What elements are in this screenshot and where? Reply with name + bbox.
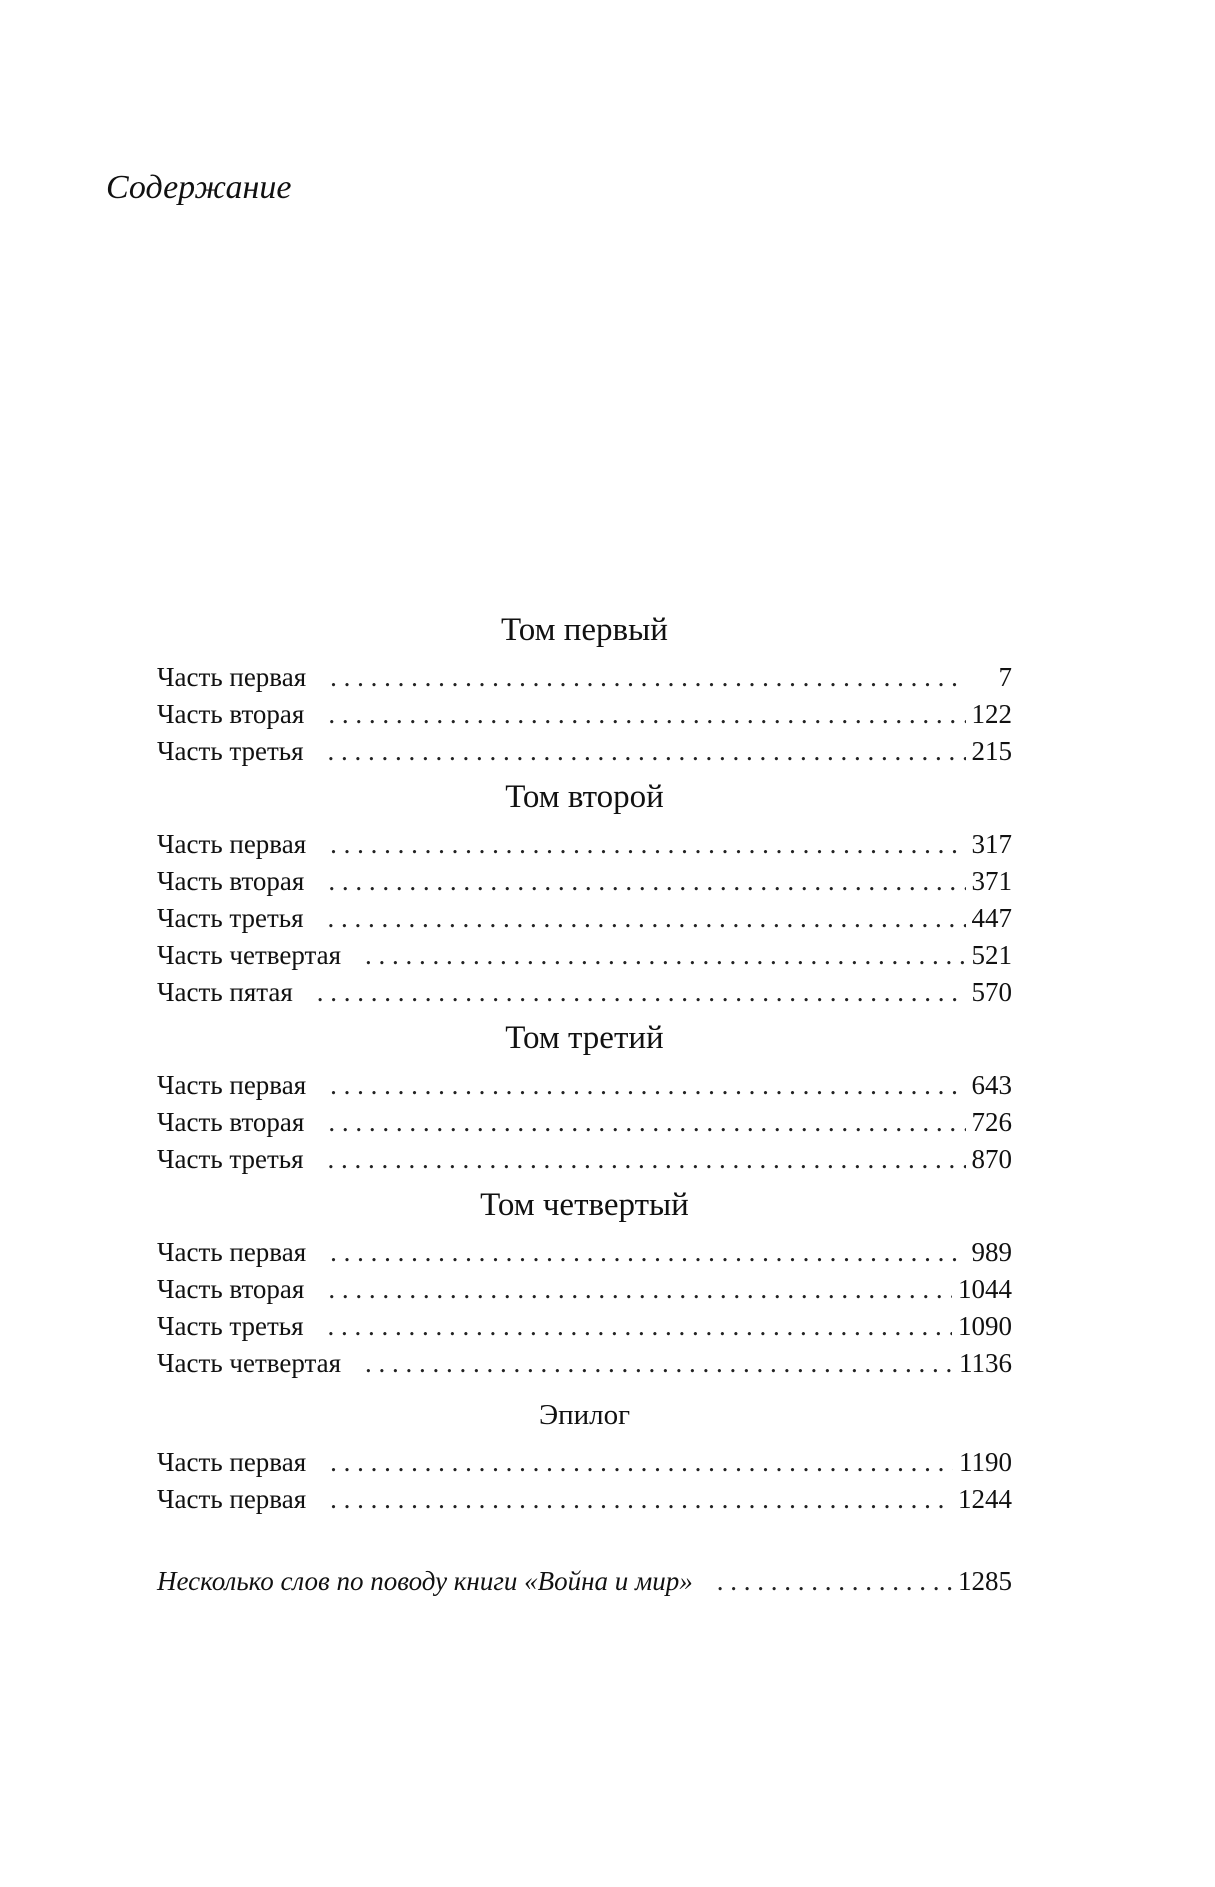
toc-entry-label: Часть третья [157,736,304,766]
toc-entry-afterword[interactable] [157,1563,1012,1600]
toc-entry-page-number: 989 [971,1237,1012,1267]
toc-entry-label: Часть первая [157,1070,307,1100]
toc-entry-page-number: 1136 [959,1348,1012,1378]
toc-entry-label: Часть третья [157,1311,304,1341]
dot-leader [328,696,965,733]
toc-entry-epilogue-part1[interactable] [157,1444,1012,1481]
dot-leader [330,1234,965,1271]
toc-entry-page-number: 726 [971,1107,1012,1137]
volume-1-title: Том первый [501,612,668,648]
toc-entry-label: Часть вторая [157,866,305,896]
toc-entry-v2-part5[interactable] [157,974,1012,1011]
toc-entry-v2-part3[interactable] [157,900,1012,937]
toc-entry-page-number: 1090 [958,1311,1012,1341]
toc-entry-page-number: 1044 [958,1274,1012,1304]
dot-leader [328,1271,952,1308]
toc-entry-label: Несколько слов по поводу книги «Война и мир» [157,1566,693,1596]
toc-entry-page-number: 521 [971,940,1012,970]
dot-leader [328,900,966,937]
toc-entry-page-number: 215 [971,736,1012,766]
dot-leader [330,1067,965,1104]
toc-entry-page-number: 7 [998,662,1012,692]
epilogue-title: Эпилог [538,1399,631,1431]
page-title: Содержание [106,169,292,206]
toc-entry-v4-part2[interactable] [157,1271,1012,1308]
volume-3-title: Том третий [505,1020,664,1056]
toc-entry-v4-part3[interactable] [157,1308,1012,1345]
dot-leader [328,1104,965,1141]
dot-leader [328,863,965,900]
toc-entry-page-number: 1244 [958,1484,1012,1514]
dot-leader [330,1444,953,1481]
toc-entry-page-number: 1190 [959,1447,1012,1477]
toc-entry-label: Часть четвертая [157,1348,341,1378]
volume-4-section [157,1185,1012,1382]
toc-entry-v1-part3[interactable] [157,733,1012,770]
dot-leader [365,937,966,974]
dot-leader [330,1481,952,1518]
toc-entry-v3-part3[interactable] [157,1141,1012,1178]
dot-leader [328,1141,966,1178]
toc-entry-v2-part1[interactable] [157,826,1012,863]
volume-2-section [157,777,1012,1011]
toc-entry-label: Часть вторая [157,1274,305,1304]
toc-entry-page-number: 371 [971,866,1012,896]
toc-entry-page-number: 447 [971,903,1012,933]
dot-leader [328,733,966,770]
dot-leader [330,826,965,863]
toc-entry-epilogue-part2[interactable] [157,1481,1012,1518]
toc-entry-v3-part1[interactable] [157,1067,1012,1104]
toc-entry-v3-part2[interactable] [157,1104,1012,1141]
dot-leader [317,974,966,1011]
toc-entry-v1-part1[interactable] [157,659,1012,696]
epilogue-section [157,1395,1012,1518]
toc-entry-v4-part4[interactable] [157,1345,1012,1382]
toc-entry-label: Часть пятая [157,977,293,1007]
toc-entry-label: Часть третья [157,903,304,933]
toc-entry-label: Часть третья [157,1144,304,1174]
toc-entry-label: Часть четвертая [157,940,341,970]
dot-leader [365,1345,953,1382]
toc-entry-label: Часть первая [157,1237,307,1267]
dot-leader [328,1308,952,1345]
toc-entry-label: Часть первая [157,1484,307,1514]
toc-entry-page-number: 643 [971,1070,1012,1100]
toc-entry-v4-part1[interactable] [157,1234,1012,1271]
table-of-contents [157,610,1012,1600]
toc-entry-page-number: 870 [971,1144,1012,1174]
volume-1-section [157,610,1012,770]
dot-leader [717,1563,952,1600]
toc-entry-v1-part2[interactable] [157,696,1012,733]
toc-entry-label: Часть первая [157,1447,307,1477]
toc-entry-page-number: 1285 [958,1566,1012,1596]
toc-entry-label: Часть вторая [157,1107,305,1137]
toc-entry-v2-part2[interactable] [157,863,1012,900]
toc-entry-page-number: 570 [971,977,1012,1007]
toc-entry-label: Часть первая [157,829,307,859]
toc-entry-v2-part4[interactable] [157,937,1012,974]
volume-3-section [157,1018,1012,1178]
volume-2-title: Том второй [505,779,664,815]
toc-entry-label: Часть вторая [157,699,305,729]
toc-entry-page-number: 122 [971,699,1012,729]
dot-leader [330,659,966,696]
toc-entry-page-number: 317 [971,829,1012,859]
volume-4-title: Том четвертый [480,1187,689,1223]
toc-entry-label: Часть первая [157,662,307,692]
